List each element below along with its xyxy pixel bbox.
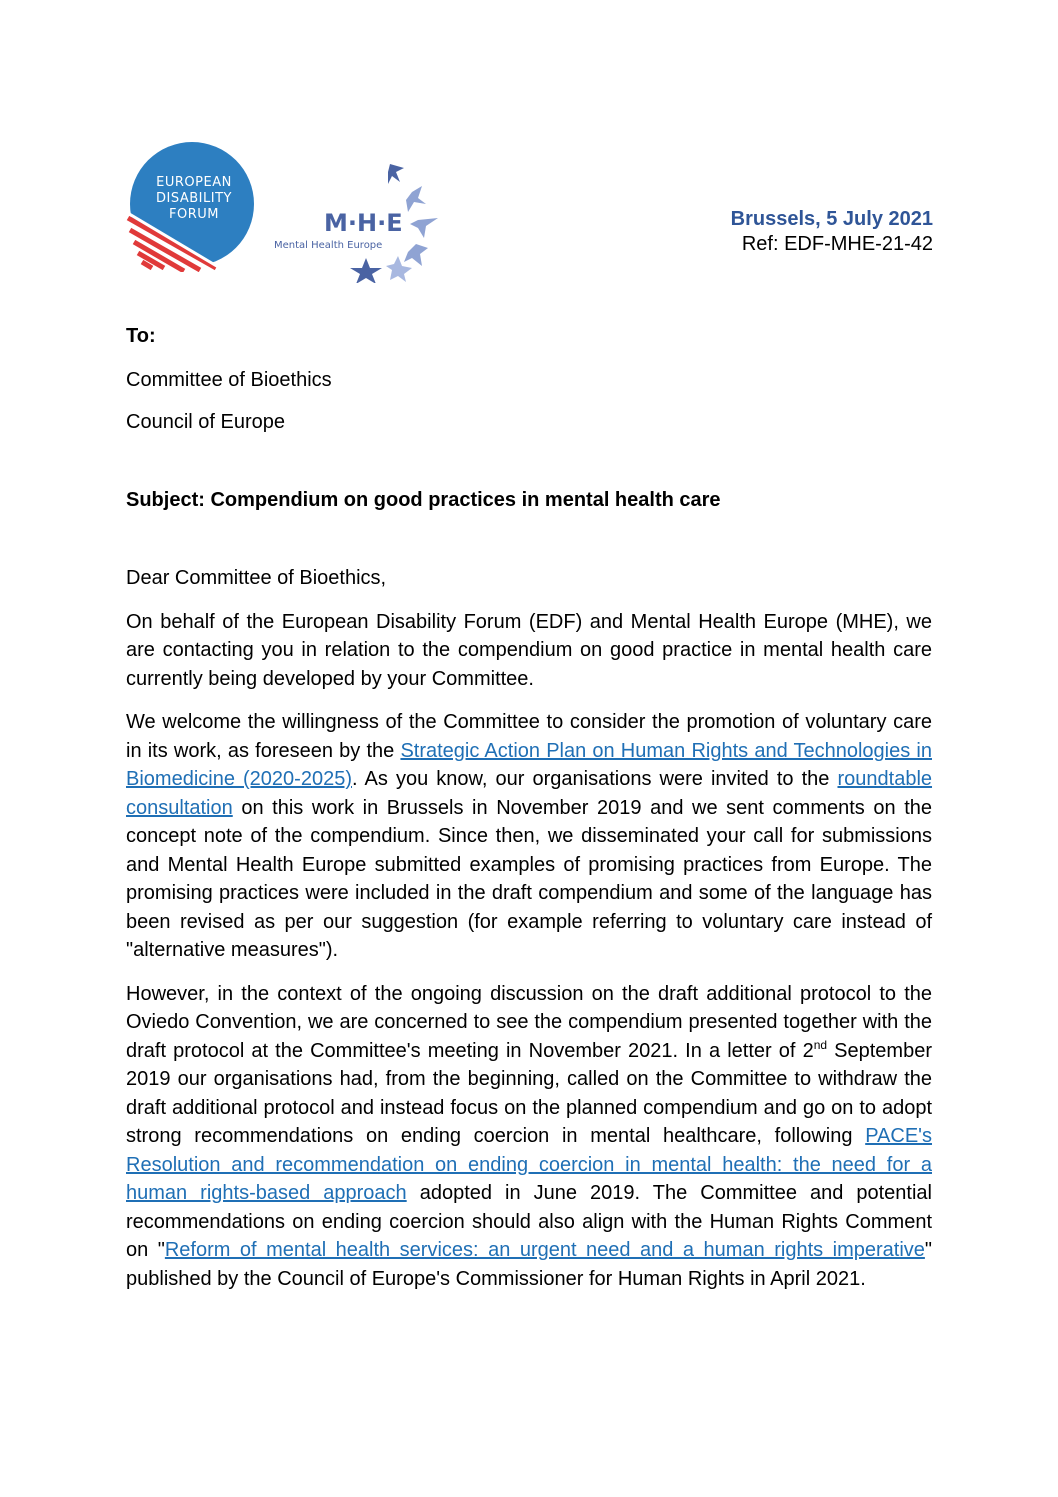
mhe-logo-icon bbox=[272, 158, 442, 283]
link-reform-mental-health-services[interactable]: Reform of mental health services: an urgent need and a human rights imperative bbox=[164, 1239, 925, 1261]
link-roundtable-consultation[interactable]: roundtable consultation bbox=[126, 768, 933, 819]
edf-logo bbox=[124, 140, 256, 272]
ordinal-superscript: nd bbox=[813, 1037, 828, 1052]
svg-text:Mental Health Europe: Mental Health Europe bbox=[274, 240, 383, 251]
salutation: Dear Committee of Bioethics, bbox=[126, 567, 387, 589]
svg-text:FORUM: FORUM bbox=[169, 207, 219, 222]
recipient-line: Committee of Bioethics bbox=[126, 368, 332, 391]
paragraph-text: We welcome the willingness of the Committee to consider the promotion of voluntary care in its work, as foreseen by the bbox=[126, 711, 932, 762]
svg-text:M·H·E: M·H·E bbox=[324, 209, 403, 237]
paragraph-text: on this work in Brussels in November 2019 and we sent comments on the concept note of the compendium. Since then, we disseminated your call for submissions and Mental Health Europe submitted examples of promising practices from Europe. The promising practices were included in the draft compendium and some of the language has been revised as per our suggestion (for example referring to voluntary care instead of "alternative measures"). bbox=[126, 796, 932, 961]
paragraph-text: September 2019 our organisations had, from the beginning, called on the Committee to withdraw the draft additional protocol and instead focus on the planned compendium and go on to adopt strong recommendations on ending coercion in mental healthcare, following bbox=[126, 1039, 932, 1147]
paragraph-text: However, in the context of the ongoing discussion on the draft additional protocol to the Oviedo Convention, we are concerned to see the compendium presented together with the draft protocol at the Committee's meeting in November 2021. In a letter of 2 bbox=[126, 982, 932, 1062]
paragraph-3 bbox=[126, 980, 932, 1294]
subject-line: Subject: Compendium on good practices in mental health care bbox=[126, 488, 721, 511]
recipient-line: Council of Europe bbox=[126, 411, 285, 433]
link-pace-resolution[interactable]: PACE's Resolution and recommendation on ending coercion in mental health: the need for a human rights-based approach bbox=[126, 1125, 932, 1204]
letter-body bbox=[126, 322, 932, 1293]
letter-date: Brussels, 5 July 2021 bbox=[730, 208, 933, 230]
star-icon bbox=[404, 244, 428, 266]
link-strategic-action-plan[interactable]: Strategic Action Plan on Human Rights and Technologies in Biomedicine (2020-2025) bbox=[126, 739, 932, 790]
paragraph-text: . As you know, our organisations were invited to the bbox=[352, 768, 838, 790]
mhe-logo bbox=[272, 158, 442, 283]
letter-header bbox=[731, 207, 933, 257]
edf-logo-icon bbox=[124, 140, 256, 272]
recipient-label: To: bbox=[126, 325, 156, 347]
paragraph-2 bbox=[126, 708, 932, 965]
svg-text:DISABILITY: DISABILITY bbox=[156, 191, 232, 206]
svg-text:EUROPEAN: EUROPEAN bbox=[156, 175, 232, 190]
bird-icon bbox=[406, 186, 426, 212]
letter-reference: Ref: EDF-MHE-21-42 bbox=[741, 233, 933, 255]
star-icon bbox=[350, 258, 382, 283]
paragraph-1: On behalf of the European Disability Forum (EDF) and Mental Health Europe (MHE), we are contacting you in relation to the compendium on good practice in mental health care currently being developed by your Committee. bbox=[126, 610, 932, 690]
paragraph-text: adopted in June 2019. The Committee and potential recommendations on ending coercion should also align with the Human Rights Comment on " bbox=[126, 1182, 932, 1261]
star-icon bbox=[410, 218, 438, 238]
paragraph-text: " published by the Council of Europe's Commissioner for Human Rights in April 2021. bbox=[126, 1239, 932, 1290]
bird-icon bbox=[388, 164, 404, 184]
